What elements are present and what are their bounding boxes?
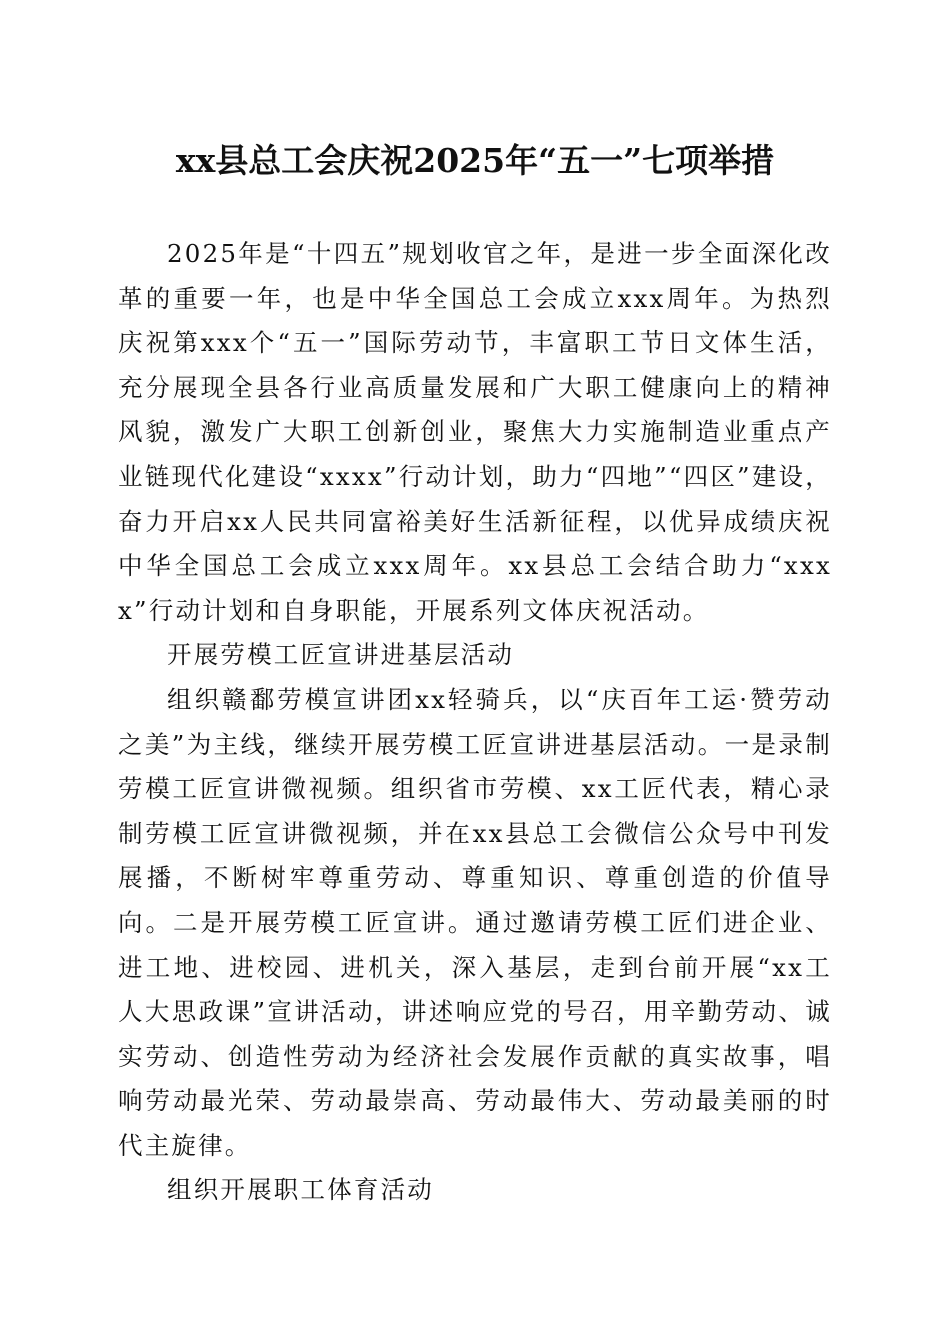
intro-paragraph: 2025年是“十四五”规划收官之年，是进一步全面深化改革的重要一年，也是中华全国总工会成立xxx周年。为热烈庆祝第xxx个“五一”国际劳动节，丰富职工节日文体生活，充分展现全县各行业高质量发展和广大职工健康向上的精神风貌，激发广大职工创新创业，聚焦大力实施制造业重点产业链现代化建设“xxxx”行动计划，助力“四地”“四区”建设，奋力开启xx人民共同富裕美好生活新征程，以优异成绩庆祝中华全国总工会成立xxx周年。xx县总工会结合助力“xxxx”行动计划和自身职能，开展系列文体庆祝活动。: [118, 239, 832, 625]
section-heading-sports-activities: 组织开展职工体育活动: [167, 1175, 434, 1205]
document-body: [118, 232, 832, 1213]
labor-model-lectures-paragraph: 组织赣鄱劳模宣讲团xx轻骑兵，以“庆百年工运·赞劳动之美”为主线，继续开展劳模工匠宣讲进基层活动。一是录制劳模工匠宣讲微视频。组织省市劳模、xx工匠代表，精心录制劳模工匠宣讲微视频，并在xx县总工会微信公众号中刊发展播，不断树牢尊重劳动、尊重知识、尊重创造的价值导向。二是开展劳模工匠宣讲。通过邀请劳模工匠们进企业、进工地、进校园、进机关，深入基层，走到台前开展“xx工人大思政课”宣讲活动，讲述响应党的号召，用辛勤劳动、诚实劳动、创造性劳动为经济社会发展作贡献的真实故事，唱响劳动最光荣、劳动最崇高、劳动最伟大、劳动最美丽的时代主旋律。: [118, 684, 832, 1160]
document-title: xx县总工会庆祝2025年“五一”七项举措: [175, 141, 775, 180]
section-heading-labor-model-lectures: 开展劳模工匠宣讲进基层活动: [167, 640, 515, 670]
